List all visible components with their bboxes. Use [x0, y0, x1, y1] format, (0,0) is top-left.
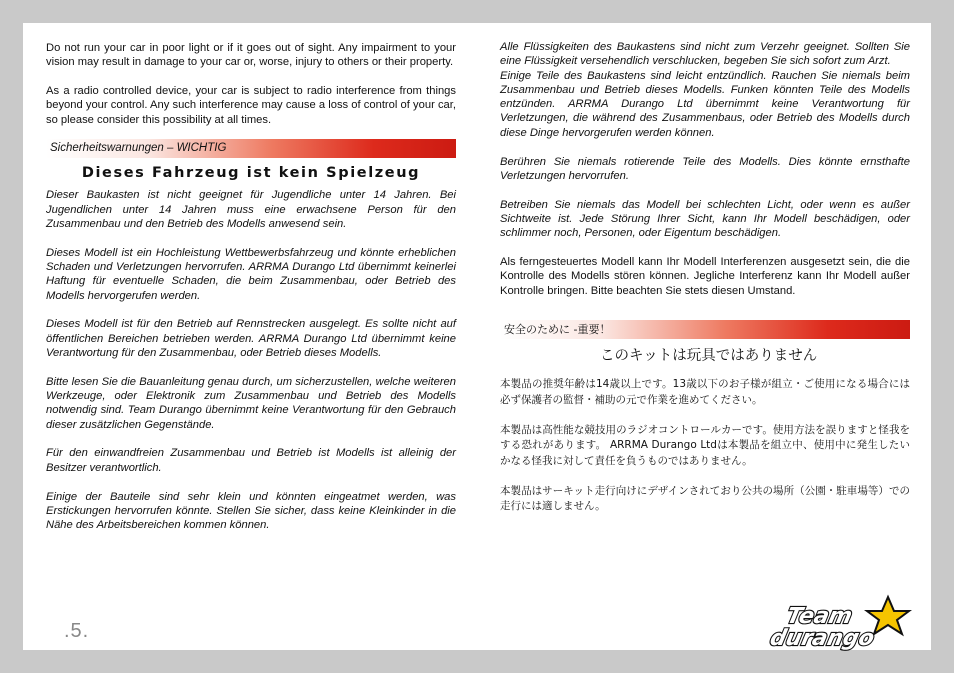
page-number: .5. — [64, 620, 90, 642]
german-paragraph: Berühren Sie niemals rotierende Teile des Modells. Dies könnte ernsthafte Verletzungen hervorrufen. — [500, 155, 910, 182]
german-paragraph: Betreiben Sie niemals das Modell bei schlechten Licht, oder wenn es außer Sichtweite ist. Jede Störung Ihrer Sicht, kann Ihr Modell beschädigen, oder schlimmer noch, Personen, oder Eigentum beschädigen. — [500, 198, 910, 240]
intro-paragraph-1: Do not run your car in poor light or if it goes out of sight. Any impairment to your vision may result in damage to your car or, worse, injury to others or their property. — [46, 42, 456, 69]
german-paragraph: Dieses Modell ist ein Hochleistung Wettbewerbsfahrzeug und könnte erheblichen Schaden und Verletzungen hervorrufen. ARRMA Durango Ltd übernimmt keinerlei Haftung für eventuelle Schaden, die beim Zusammenbau, oder Betrieb des Modells hervorgerufen werden. — [46, 246, 456, 302]
intro-paragraph-2: As a radio controlled device, your car is subject to radio interference from things beyond your control. Any such interference may cause a loss of control of your car, so please consider this possibility at all times. — [46, 85, 456, 126]
logo-text-team: Team — [784, 603, 855, 629]
german-paragraph: Dieses Modell ist für den Betrieb auf Rennstrecken ausgelegt. Es sollte nicht auf öffentlichen Bereichen betrieben werden. ARRMA Durango Ltd übernimmt keine Verantwortung für den Zusammenbau, oder Betrieb dieses Modells. — [46, 318, 456, 359]
japanese-paragraph: 本製品の推奨年齢は14歳以上です。13歳以下のお子様が組立・ご使用になる場合には必ず保護者の監督・補助の元で作業を進めてください。 — [500, 378, 910, 406]
section-banner-japanese: 安全のために -重要！ — [500, 320, 910, 339]
section-heading-japanese: このキットは玩具ではありません — [600, 347, 818, 364]
right-column — [500, 40, 910, 529]
german-paragraph: Für den einwandfreien Zusammenbau und Betrieb ist Modells ist alleinig der Besitzer verantwortlich. — [46, 447, 456, 474]
japanese-paragraph: 本製品は高性能な競技用のラジオコントロールカーです。使用方法を誤りますと怪我をする恐れがあります。 ARRMA Durango Ltdは本製品を組立中、使用中に発生したいかなる怪我に対して責任を負うものではありません。 — [500, 423, 910, 467]
team-durango-logo — [768, 593, 928, 653]
left-column — [46, 41, 456, 547]
german-paragraph: Dieser Baukasten ist nicht geeignet für Jugendliche unter 14 Jahren. Bei Jugendlichen unter 14 Jahren muss eine erwachsene Person für den Zusammenbau und den Betrieb des Modells anwesend sein. — [46, 189, 456, 230]
section-heading-german: Dieses Fahrzeug ist kein Spielzeug — [81, 164, 421, 181]
german-paragraph: Alle Flüssigkeiten des Baukastens sind nicht zum Verzehr geeignet. Sollten Sie eine Flüssigkeit versehendlich verschlucken, begeben Sie sich sofort zum Arzt. Einige Teile des Baukastens sind leicht entzündlich. Rauchen Sie niemals beim Zusammenbau und Betrieb dieses Modells. Funken könnten Teile des Modells entzünden. ARRMA Durango Ltd übernimmt keine Verantwortung für Verletzungen, die während des Zusammenbaus, oder Betrieb des Modells durch diese Dinge hervorgerufen werden können. — [500, 41, 910, 139]
section-banner-german: Sicherheitswarnungen – WICHTIG — [46, 139, 456, 158]
logo-text-durango: durango — [768, 625, 877, 651]
manual-page — [23, 23, 931, 650]
german-paragraph: Einige der Bauteile sind sehr klein und könnten eingeatmet werden, was Erstickungen hervorrufen könnte. Stellen Sie sicher, dass keine Kleinkinder in die Nähe des Arbeitsbereichen kommen können. — [46, 490, 456, 532]
japanese-paragraph: 本製品はサーキット走行向けにデザインされており公共の場所（公園・駐車場等）での走行には適しません。 — [500, 484, 910, 513]
german-paragraph: Bitte lesen Sie die Bauanleitung genau durch, um sicherzustellen, welche weiteren Werkzeuge, oder Elektronik zum Zusammenbau und Betrieb des Modells notwendig sind. Team Durango übernimmt keine Verantwortung für den Gebrauch dieser zusätzlichen Gegenstände. — [46, 375, 456, 431]
german-paragraph: Als ferngesteuertes Modell kann Ihr Modell Interferenzen ausgesetzt sein, die die Kontrolle des Modells stören können. Jegliche Interferenz kann Ihr Modell außer Kontrolle bringen. Bitte beachten Sie stets diesen Umstand. — [500, 256, 910, 297]
